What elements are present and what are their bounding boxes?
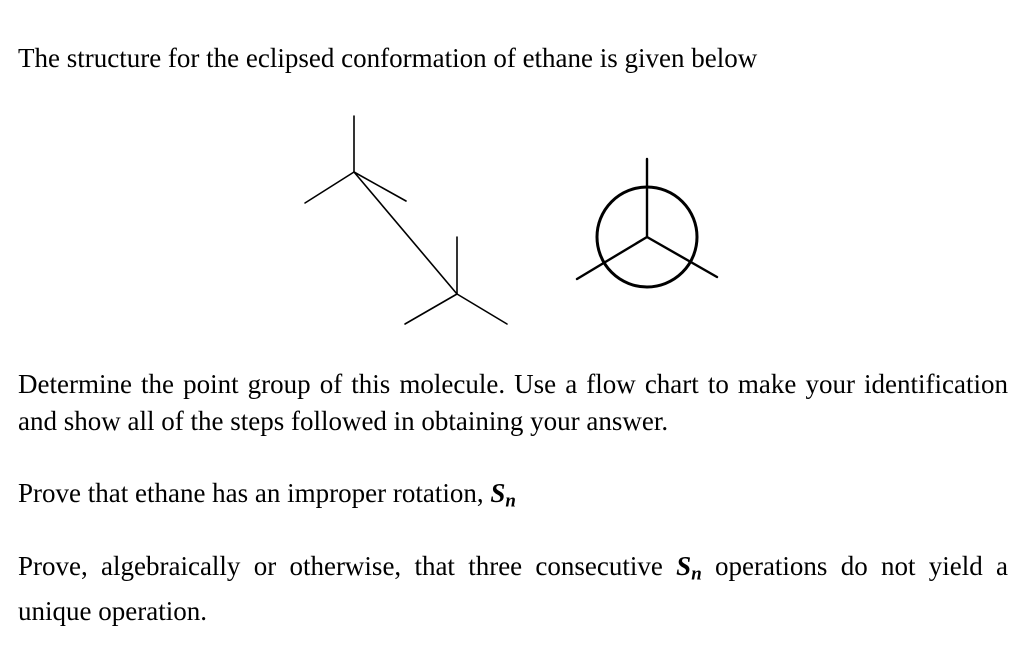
question-prove-improper-rotation xyxy=(18,475,1008,520)
rear-carbon-left-bond xyxy=(405,294,457,324)
sawhorse-projection xyxy=(305,116,507,324)
question-determine-point-group: Determine the point group of this molecule. Use a flow chart to make your identification and show all of the steps followed in obtaining your answer. xyxy=(18,369,1008,436)
carbon-carbon-bond xyxy=(354,172,457,294)
newman-projection xyxy=(577,159,717,287)
improper-rotation-symbol-inline: $S_n$ xyxy=(676,551,702,585)
intro-sentence: The structure for the eclipsed conformation of ethane is given below xyxy=(18,43,758,73)
rear-carbon-right-bond xyxy=(457,294,507,324)
question-alg-prefix: Prove, algebraically or otherwise, that three consecutive xyxy=(18,551,677,581)
question-prove-three-operations xyxy=(18,548,1008,630)
question-alg-suffix: operations do not yield a unique operation. xyxy=(18,551,1008,626)
front-carbon-left-bond xyxy=(305,172,354,203)
improper-rotation-symbol: $S_n$ xyxy=(490,478,516,512)
question-prove-text: Prove that ethane has an improper rotation, xyxy=(18,478,491,508)
front-carbon-right-bond xyxy=(354,172,406,201)
